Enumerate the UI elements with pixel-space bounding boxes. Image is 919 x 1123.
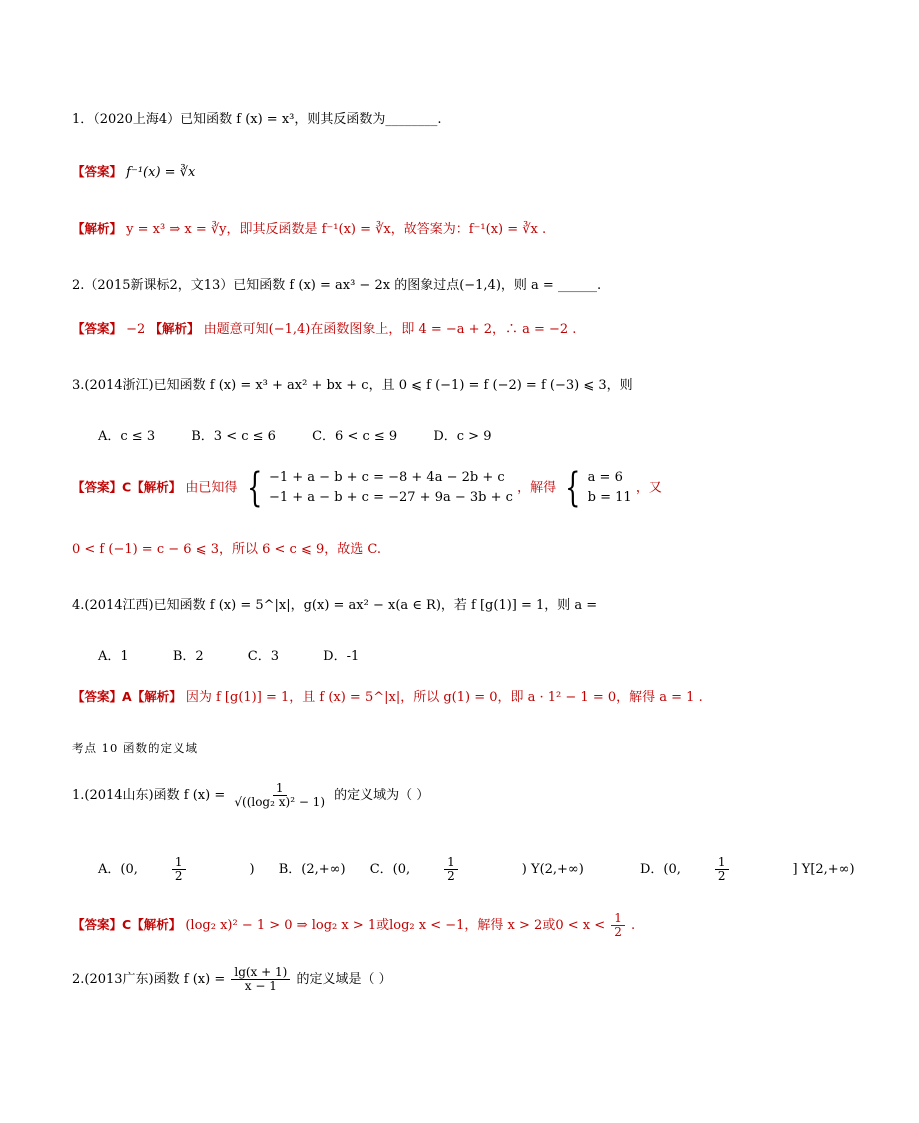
q5-answer (72, 912, 635, 939)
answer-tag: 【答案】 (72, 689, 123, 704)
answer-value: C (122, 479, 132, 495)
q2-answer (72, 318, 576, 337)
analysis-tag: 【解析】 (149, 321, 200, 336)
q3-options (98, 425, 523, 444)
option-a: A．(0, $\frac{1}{2}$ ) (98, 855, 259, 883)
fraction-numerator: 1 (611, 912, 625, 926)
q5-options (98, 856, 919, 883)
fraction-denominator: √((log₂ x)² − 1) (234, 795, 325, 809)
option-b: B．(2,+∞) (278, 862, 346, 877)
left-brace: { (246, 465, 262, 511)
answer-tag: 【答案】 (72, 164, 123, 179)
fraction (231, 782, 328, 809)
q4-stem: 4.(2014江西)已知函数 f (x) = 5^|x|，g(x) = ax² − x(a ∈ R)，若 f [g(1)] = 1，则 a = (72, 598, 598, 613)
answer-value: f⁻¹(x) = ∛x (126, 165, 196, 180)
option-b: B．3 < c ≤ 6 (191, 429, 276, 444)
answer-value: C (122, 917, 132, 932)
option-d: D．c > 9 (433, 429, 492, 444)
q3-analysis-line2: 0 < f (−1) = c − 6 ⩽ 3，所以 6 < c ⩽ 9，故选 C. (72, 542, 381, 557)
option-c: C．6 < c ≤ 9 (312, 429, 398, 444)
option-a: A．c ≤ 3 (98, 429, 156, 444)
q6-stem (72, 966, 392, 993)
analysis-tag: 【解析】 (131, 479, 182, 495)
option-d: D．(0, $\frac{1}{2}$ ] Y[2,+∞) (639, 855, 855, 883)
solution-system (560, 465, 632, 511)
stem-pre: 1.(2014山东)函数 f (x) = (72, 788, 226, 803)
analysis-tag: 【解析】 (72, 221, 123, 236)
option-b: B．2 (172, 649, 204, 664)
option-d: D．-1 (323, 649, 360, 664)
tail-text: ，又 (635, 480, 662, 496)
q2-stem: 2.（2015新课标2，文13）已知函数 f (x) = ax³ − 2x 的图象过点(−1,4)，则 a = ______. (72, 278, 602, 293)
q4-answer (72, 686, 703, 705)
analysis-text: (log₂ x)² − 1 > 0 ⇒ log₂ x > 1或log₂ x < −1，解得 x > 2或0 < x < (185, 918, 606, 933)
analysis-lead: 由已知得 (185, 480, 238, 496)
stem-pre: 2.(2013广东)函数 f (x) = (72, 972, 226, 987)
analysis-end: . (631, 918, 636, 933)
option-a: A．1 (98, 649, 129, 664)
answer-tag: 【答案】 (72, 321, 123, 336)
equation-1: −1 + a − b + c = −8 + 4a − 2b + c (268, 470, 505, 485)
q3-stem: 3.(2014浙江)已知函数 f (x) = x³ + ax² + bx + c，且 0 ⩽ f (−1) = f (−2) = f (−3) ⩽ 3，则 (72, 378, 633, 393)
analysis-tag: 【解析】 (131, 917, 182, 932)
left-brace: { (565, 465, 581, 511)
q1-analysis (72, 218, 546, 237)
fraction (231, 966, 290, 993)
q1-answer (72, 162, 195, 180)
analysis-text: 因为 f [g(1)] = 1，且 f (x) = 5^|x|，所以 g(1) = 0，即 a · 1² − 1 = 0，解得 a = 1 . (185, 690, 703, 705)
analysis-text: 由题意可知(−1,4)在函数图象上，即 4 = −a + 2，∴ a = −2 . (203, 322, 577, 337)
option-c: C．(0, $\frac{1}{2}$ ) Y(2,+∞) (369, 855, 584, 883)
stem-post: 的定义域是（ ） (296, 972, 392, 987)
q5-stem (72, 782, 429, 809)
fraction (611, 912, 625, 939)
equation-system (242, 465, 513, 511)
stem-post: 的定义域为（ ） (334, 788, 430, 803)
q1-stem: 1．（2020上海4）已知函数 f (x) = x³，则其反函数为________. (72, 112, 442, 127)
fraction-numerator: lg(x + 1) (231, 966, 290, 980)
answer-value: A (122, 689, 132, 704)
answer-tag: 【答案】 (72, 479, 123, 495)
solution-1: a = 6 (587, 470, 623, 485)
solve-text: ，解得 (517, 480, 557, 496)
section-title: 考点 10 函数的定义域 (72, 741, 198, 755)
fraction-numerator: 1 (273, 782, 287, 796)
q3-answer (72, 465, 662, 511)
fraction-denominator: 2 (614, 925, 622, 939)
answer-value: −2 (126, 322, 146, 337)
solution-2: b = 11 (587, 490, 632, 505)
q4-options (98, 645, 391, 664)
analysis-text: y = x³ ⇒ x = ∛y，即其反函数是 f⁻¹(x) = ∛x，故答案为：f⁻¹(x) = ∛x . (126, 222, 547, 237)
equation-2: −1 + a − b + c = −27 + 9a − 3b + c (268, 490, 513, 505)
analysis-tag: 【解析】 (131, 689, 182, 704)
answer-tag: 【答案】 (72, 917, 123, 932)
option-c: C．3 (247, 649, 279, 664)
fraction-denominator: x − 1 (244, 979, 277, 993)
